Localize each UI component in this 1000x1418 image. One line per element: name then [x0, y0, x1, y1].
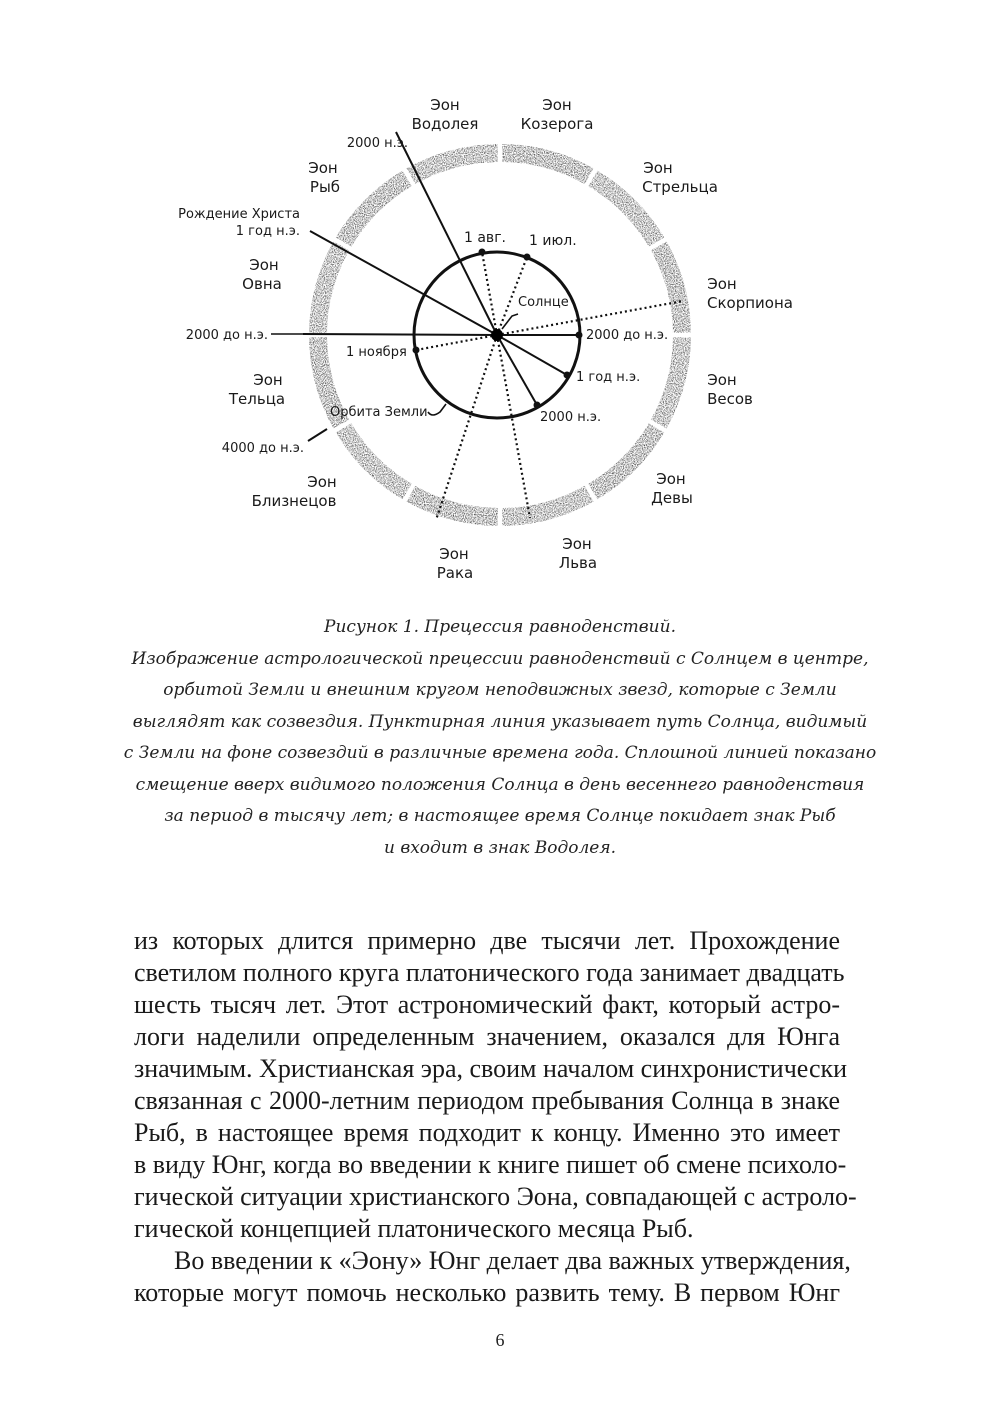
aeon-scorpio-l1: Эон [707, 275, 737, 293]
aeon-taurus-l2: Тельца [228, 390, 286, 408]
sun-icon [491, 329, 503, 341]
aeon-leo-l2: Льва [558, 554, 598, 572]
aeon-capricorn-l2: Козерога [520, 115, 594, 133]
precession-diagram [0, 0, 1000, 600]
aeon-aquarius-l1: Эон [430, 96, 460, 114]
label-sun: Солнце [518, 295, 569, 310]
aeon-virgo-l2: Девы [651, 489, 693, 507]
body-line: Рыб, в настоящее время подходит к концу. Именно это имеет [134, 1118, 840, 1147]
label-nov-1: 1 ноября [346, 345, 407, 360]
caption-line: выглядят как созвездия. Пунктирная линия указывает путь Солнца, видимый [132, 711, 868, 732]
tick-4000-bc [308, 429, 327, 441]
orbit-dot-aug [479, 249, 486, 256]
body-line: логи наделили определенным значением, оказался для Юнга [134, 1022, 840, 1051]
label-aug-1: 1 авг. [464, 230, 506, 246]
ring-segment [588, 423, 664, 499]
aeon-sagittarius-l1: Эон [643, 159, 673, 177]
dotted-line-cancer [436, 335, 497, 520]
line-2000-bc [303, 334, 497, 335]
body-line: связанная с 2000-летним периодом пребывания Солнца в знаке [134, 1086, 840, 1115]
aeon-scorpio-l2: Скорпиона [707, 294, 793, 312]
aeon-libra-l2: Весов [707, 390, 753, 408]
ring-segment [651, 337, 691, 428]
ring-segment [309, 242, 349, 333]
aeon-aquarius-l2: Водолея [411, 115, 479, 133]
ring-segment [502, 144, 593, 184]
diagram-canvas [0, 0, 1000, 600]
label-earth-orbit: Орбита Земли [330, 405, 428, 420]
aeon-cancer-l2: Рака [436, 564, 474, 582]
aeon-aries-l2: Овна [242, 275, 282, 293]
marker-4000-bc: 4000 до н.э. [221, 441, 304, 456]
aeon-virgo-l1: Эон [656, 470, 686, 488]
body-line: шесть тысяч лет. Этот астрономический факт, который астро- [134, 990, 840, 1019]
aeon-aries-l1: Эон [249, 256, 279, 274]
marker-2000-bc: 2000 до н.э. [185, 328, 268, 343]
body-text [134, 925, 857, 1309]
aeon-libra-l1: Эон [707, 371, 737, 389]
aeon-leo-l1: Эон [562, 535, 592, 553]
body-line: которые могут помочь несколько развить тему. В первом Юнг [134, 1278, 840, 1307]
ring-segment [502, 486, 593, 526]
aeon-sagittarius-l2: Стрельца [642, 178, 718, 196]
caption-line: за период в тысячу лет; в настоящее время Солнце покидает знак Рыб [164, 806, 836, 826]
dotted-line-nov [416, 335, 497, 350]
caption-title: Рисунок 1. Прецессия равноденствий. [324, 617, 676, 637]
orbit-dot-nov [413, 347, 420, 354]
marker-christ-birth-l2: 1 год н.э. [235, 224, 300, 239]
body-line: светилом полного круга платонического года занимает двадцать [134, 958, 845, 987]
body-line: в виду Юнг, когда во введении к книге пишет об смене психоло- [134, 1150, 847, 1179]
line-christ-birth [310, 231, 497, 335]
dotted-line-aug [482, 252, 497, 335]
label-inner-2000-bc: 2000 до н.э. [586, 328, 669, 343]
body-line: гической ситуации христианского Эона, совпадающей с астроло- [134, 1182, 857, 1211]
body-line: значимым. Христианская эра, своим началом синхронистически [134, 1054, 848, 1083]
body-line-paragraph-start: Во введении к «Эону» Юнг делает два важных утверждения, [174, 1246, 851, 1275]
orbit-pointer [428, 404, 446, 415]
ring-segment [336, 423, 412, 499]
marker-2000-ad: 2000 н.э. [346, 136, 408, 151]
orbit-dot-jul [524, 254, 531, 261]
label-inner-1-ad: 1 год н.э. [576, 370, 641, 385]
ring-segment [407, 486, 498, 526]
caption-line: с Земли на фоне созвездий в различные времена года. Сплошной линией показано [123, 743, 877, 763]
label-inner-2000-ad: 2000 н.э. [540, 410, 602, 425]
aeon-taurus-l1: Эон [253, 371, 283, 389]
caption-line: Изображение астрологической прецессии равноденствий с Солнцем в центре, [131, 648, 869, 669]
figure-caption [100, 612, 900, 864]
aeon-capricorn-l1: Эон [542, 96, 572, 114]
ring-segment [336, 171, 412, 247]
orbit-dot-2000-bc [576, 332, 583, 339]
caption-line: смещение вверх видимого положения Солнца в день весеннего равноденствия [135, 774, 865, 795]
aeon-cancer-l1: Эон [439, 545, 469, 563]
body-line: гической концепцией платонического месяца Рыб. [134, 1214, 694, 1243]
body-line: из которых длится примерно две тысячи лет. Прохождение [134, 926, 840, 955]
orbit-dot-1-ad [564, 372, 571, 379]
aeon-gemini-l2: Близнецов [251, 492, 337, 510]
ring-segment [651, 242, 691, 333]
aeon-pisces-l2: Рыб [309, 178, 341, 196]
caption-line: и входит в знак Водолея. [383, 837, 617, 858]
caption-line: орбитой Земли и внешним кругом неподвижных звезд, которые с Земли [163, 680, 837, 700]
aeon-gemini-l1: Эон [307, 473, 337, 491]
aeon-pisces-l1: Эон [308, 159, 338, 177]
page-number: 6 [495, 1330, 505, 1350]
orbit-dot-2000-ad [534, 402, 541, 409]
marker-christ-birth-l1: Рождение Христа [178, 207, 300, 222]
ring-segment [407, 144, 498, 184]
label-jul-1: 1 июл. [529, 233, 577, 249]
